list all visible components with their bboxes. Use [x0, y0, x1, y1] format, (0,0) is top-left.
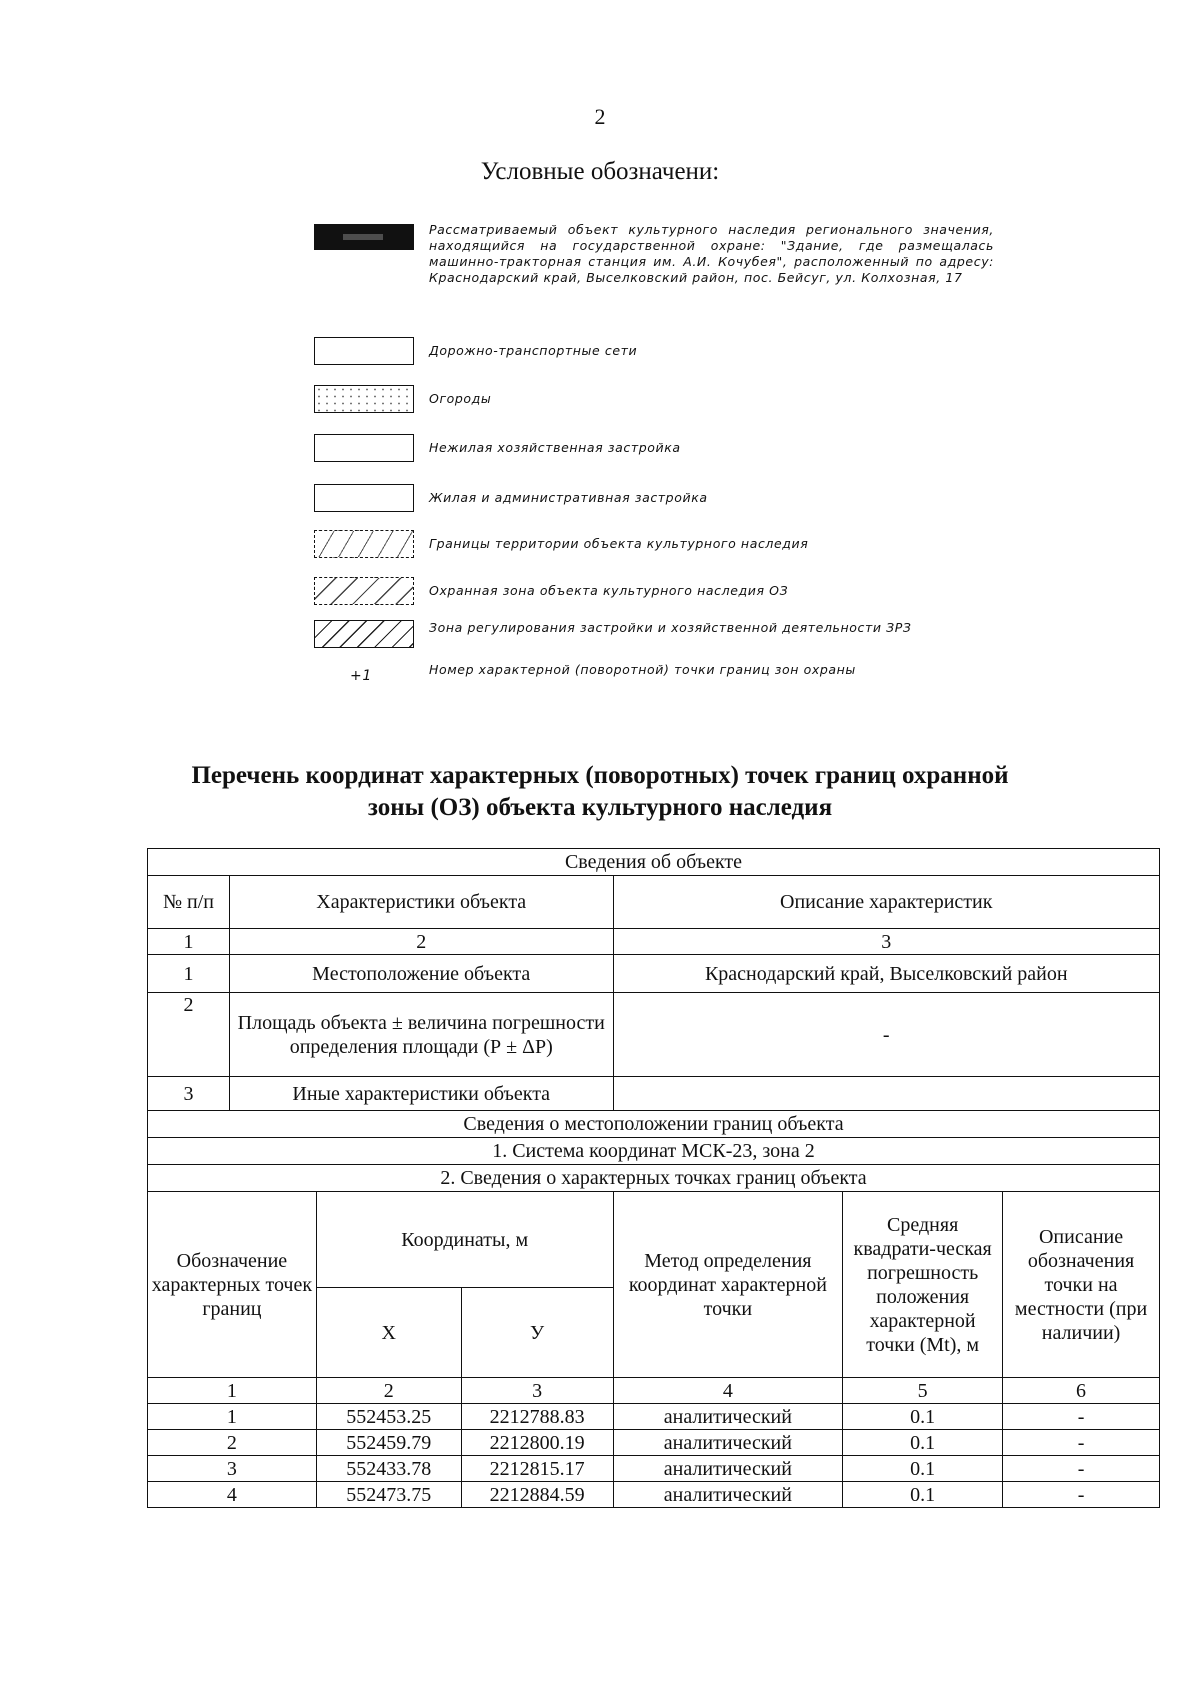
table-row [148, 1456, 1160, 1482]
point-description-header: Описание обозначения точки на местности (при наличии) [1003, 1192, 1160, 1378]
point-cell: 4 [148, 1482, 317, 1508]
table-row [148, 1111, 1160, 1138]
table-row [148, 993, 1160, 1077]
point-cell: 3 [148, 1456, 317, 1482]
road-swatch-icon [314, 337, 414, 365]
error-header: Средняя квадрати-ческая погрешность положения характерной точки (Mt), м [843, 1192, 1003, 1378]
header-number: 1 [148, 1378, 317, 1404]
table-row [148, 955, 1160, 993]
description-cell: - [1003, 1430, 1160, 1456]
point-marker-icon: +1 [350, 668, 372, 684]
list-title-line: зоны (ОЗ) объекта культурного наследия [367, 794, 833, 821]
table-row [148, 1378, 1160, 1404]
legend-text: Нежилая хозяйственная застройка [429, 440, 681, 455]
table-row [148, 849, 1160, 876]
legend-text: Рассматриваемый объект культурного наследия регионального значения, находящийся на государственной охране: "Здание, где размещалась машинно-тракторная станция им. А.И. Кочубея", расположенный по адресу: Краснодарский край, Выселковский район, пос. Бейсуг, ул. Колхозная, 17 [429, 222, 994, 285]
x-header: Х [316, 1288, 461, 1378]
error-cell: 0.1 [843, 1456, 1003, 1482]
y-header: У [461, 1288, 613, 1378]
coordinates-table [147, 848, 1160, 1508]
x-cell: 552473.75 [316, 1482, 461, 1508]
row-num: 1 [148, 955, 230, 993]
point-cell: 2 [148, 1430, 317, 1456]
header-number: 1 [148, 929, 230, 955]
page-number: 2 [594, 104, 606, 129]
header-number: 4 [613, 1378, 843, 1404]
coords-header: Координаты, м [316, 1192, 613, 1288]
row-description [613, 1077, 1159, 1111]
table-row [148, 1165, 1160, 1192]
row-description: - [613, 993, 1159, 1077]
row-characteristic: Иные характеристики объекта [229, 1077, 613, 1111]
row-description: Краснодарский край, Выселковский район [613, 955, 1159, 993]
legend-text: Охранная зона объекта культурного наследия ОЗ [429, 583, 789, 598]
list-title-line: Перечень координат характерных (поворотных) точек границ охранной [191, 762, 1009, 789]
y-cell: 2212788.83 [461, 1404, 613, 1430]
list-title [0, 760, 1200, 824]
table-row [148, 1482, 1160, 1508]
table-row [148, 1077, 1160, 1111]
method-cell: аналитический [613, 1430, 843, 1456]
legend-text: Дорожно-транспортные сети [429, 343, 638, 358]
header-number: 3 [461, 1378, 613, 1404]
table-row [148, 929, 1160, 955]
table-row [148, 1430, 1160, 1456]
regulation-zone-swatch-icon [314, 620, 414, 648]
description-cell: - [1003, 1482, 1160, 1508]
table-row [148, 1138, 1160, 1165]
point-header: Обозначение характерных точек границ [148, 1192, 317, 1378]
num-header: № п/п [148, 876, 230, 929]
point-cell: 1 [148, 1404, 317, 1430]
boundary-info-title: Сведения о местоположении границ объекта [148, 1111, 1160, 1138]
row-characteristic: Площадь объекта ± величина погрешности определения площади (Р ± ΔР) [229, 993, 613, 1077]
legend-text: Огороды [429, 391, 492, 406]
error-cell: 0.1 [843, 1482, 1003, 1508]
header-number: 6 [1003, 1378, 1160, 1404]
gardens-swatch-icon [314, 385, 414, 413]
description-cell: - [1003, 1456, 1160, 1482]
legend-title: Условные обозначени: [480, 158, 720, 185]
header-number: 3 [613, 929, 1159, 955]
table-row [148, 1192, 1160, 1288]
row-num: 2 [148, 993, 230, 1077]
row-characteristic: Местоположение объекта [229, 955, 613, 993]
header-number: 2 [316, 1378, 461, 1404]
legend-text: Жилая и административная застройка [429, 490, 708, 505]
protection-zone-swatch-icon [314, 577, 414, 605]
header-number: 2 [229, 929, 613, 955]
error-cell: 0.1 [843, 1430, 1003, 1456]
x-cell: 552453.25 [316, 1404, 461, 1430]
y-cell: 2212884.59 [461, 1482, 613, 1508]
points-title: 2. Сведения о характерных точках границ объекта [148, 1165, 1160, 1192]
method-header: Метод определения координат характерной точки [613, 1192, 843, 1378]
y-cell: 2212815.17 [461, 1456, 613, 1482]
object-info-title: Сведения об объекте [148, 849, 1160, 876]
table-row [148, 876, 1160, 929]
description-header: Описание характеристик [613, 876, 1159, 929]
boundary-swatch-icon [314, 530, 414, 558]
method-cell: аналитический [613, 1482, 843, 1508]
residential-swatch-icon [314, 484, 414, 512]
legend-text: Границы территории объекта культурного наследия [429, 536, 809, 551]
row-num: 3 [148, 1077, 230, 1111]
characteristic-header: Характеристики объекта [229, 876, 613, 929]
table-row [148, 1404, 1160, 1430]
object-swatch-icon [314, 224, 414, 250]
legend-text: Номер характерной (поворотной) точки границ зон охраны [429, 662, 856, 677]
header-number: 5 [843, 1378, 1003, 1404]
legend-text: Зона регулирования застройки и хозяйственной деятельности ЗРЗ [429, 620, 912, 635]
y-cell: 2212800.19 [461, 1430, 613, 1456]
nonresidential-swatch-icon [314, 434, 414, 462]
description-cell: - [1003, 1404, 1160, 1430]
x-cell: 552433.78 [316, 1456, 461, 1482]
method-cell: аналитический [613, 1404, 843, 1430]
coord-system: 1. Система координат МСК-23, зона 2 [148, 1138, 1160, 1165]
method-cell: аналитический [613, 1456, 843, 1482]
error-cell: 0.1 [843, 1404, 1003, 1430]
x-cell: 552459.79 [316, 1430, 461, 1456]
